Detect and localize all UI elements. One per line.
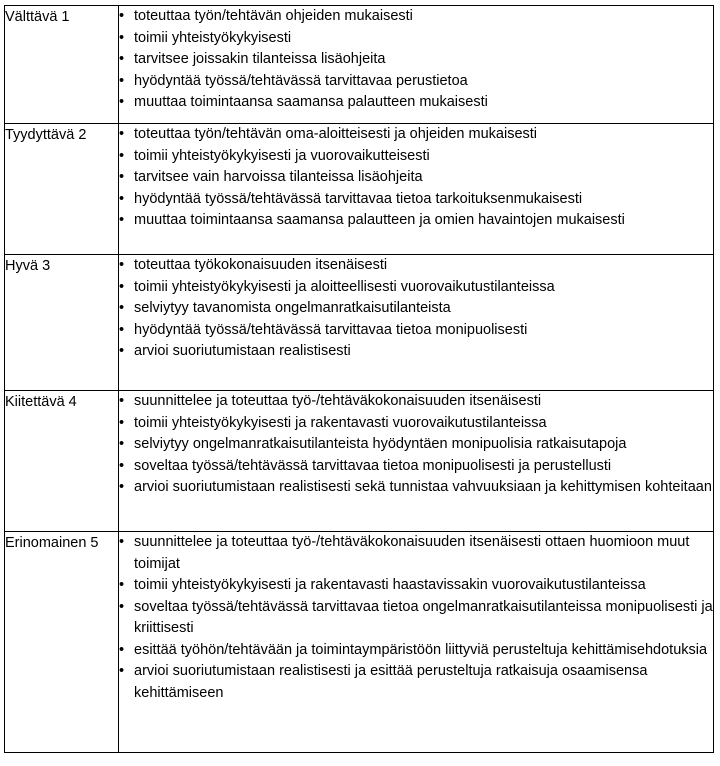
grade-label: Tyydyttävä 2 <box>5 124 119 255</box>
criteria-item: • tarvitsee vain harvoissa tilanteissa lisäohjeita <box>119 167 713 189</box>
criteria-item: • toimii yhteistyökykyisesti ja vuorovaikutteisesti <box>119 146 713 168</box>
grade-label: Erinomainen 5 <box>5 532 119 753</box>
criteria-list <box>119 532 713 704</box>
criteria-item: • suunnittelee ja toteuttaa työ-/tehtäväkokonaisuuden itsenäisesti <box>119 391 713 413</box>
criteria-item: • hyödyntää työssä/tehtävässä tarvittavaa tietoa monipuolisesti <box>119 320 713 342</box>
criteria-item: • toteuttaa työn/tehtävän oma-aloitteisesti ja ohjeiden mukaisesti <box>119 124 713 146</box>
grade-label: Välttävä 1 <box>5 6 119 124</box>
criteria-item: • muuttaa toimintaansa saamansa palautteen ja omien havaintojen mukaisesti <box>119 210 713 232</box>
criteria-list <box>119 6 713 114</box>
grade-row-3 <box>5 255 714 391</box>
grade-row-5 <box>5 532 714 753</box>
criteria-list <box>119 391 713 499</box>
criteria-cell <box>119 391 714 532</box>
criteria-cell <box>119 124 714 255</box>
criteria-cell <box>119 255 714 391</box>
criteria-item: • muuttaa toimintaansa saamansa palautteen mukaisesti <box>119 92 713 114</box>
criteria-item: • selviytyy ongelmanratkaisutilanteista hyödyntäen monipuolisia ratkaisutapoja <box>119 434 713 456</box>
grade-row-1 <box>5 6 714 124</box>
grade-row-2 <box>5 124 714 255</box>
criteria-item: • selviytyy tavanomista ongelmanratkaisutilanteista <box>119 298 713 320</box>
criteria-item: • tarvitsee joissakin tilanteissa lisäohjeita <box>119 49 713 71</box>
criteria-item: • arvioi suoriutumistaan realistisesti sekä tunnistaa vahvuuksiaan ja kehittymisen kohteitaan <box>119 477 713 499</box>
criteria-item: • arvioi suoriutumistaan realistisesti ja esittää perusteltuja ratkaisuja osaamisensa kehittämiseen <box>119 661 713 704</box>
criteria-item: • toimii yhteistyökykyisesti ja rakentavasti haastavissakin vuorovaikutustilanteissa <box>119 575 713 597</box>
criteria-item: • soveltaa työssä/tehtävässä tarvittavaa tietoa monipuolisesti ja perustellusti <box>119 456 713 478</box>
criteria-item: • toimii yhteistyökykyisesti ja rakentavasti vuorovaikutustilanteissa <box>119 413 713 435</box>
criteria-item: • hyödyntää työssä/tehtävässä tarvittavaa tietoa tarkoituksenmukaisesti <box>119 189 713 211</box>
criteria-item: • toimii yhteistyökykyisesti ja aloitteellisesti vuorovaikutustilanteissa <box>119 277 713 299</box>
criteria-list <box>119 255 713 363</box>
grade-row-4 <box>5 391 714 532</box>
criteria-cell <box>119 532 714 753</box>
criteria-item: • arvioi suoriutumistaan realistisesti <box>119 341 713 363</box>
grade-label: Kiitettävä 4 <box>5 391 119 532</box>
criteria-item: • esittää työhön/tehtävään ja toimintaympäristöön liittyviä perusteltuja kehittämisehdotuksia <box>119 640 713 662</box>
grading-criteria-table <box>4 5 714 753</box>
criteria-item: • toteuttaa työkokonaisuuden itsenäisesti <box>119 255 713 277</box>
criteria-item: • suunnittelee ja toteuttaa työ-/tehtäväkokonaisuuden itsenäisesti ottaen huomioon muut toimijat <box>119 532 713 575</box>
criteria-cell <box>119 6 714 124</box>
criteria-item: • hyödyntää työssä/tehtävässä tarvittavaa perustietoa <box>119 71 713 93</box>
grade-label: Hyvä 3 <box>5 255 119 391</box>
criteria-item: • soveltaa työssä/tehtävässä tarvittavaa tietoa ongelmanratkaisutilanteissa monipuolisesti ja kriittisesti <box>119 597 713 640</box>
criteria-item: • toimii yhteistyökykyisesti <box>119 28 713 50</box>
criteria-list <box>119 124 713 232</box>
criteria-item: • toteuttaa työn/tehtävän ohjeiden mukaisesti <box>119 6 713 28</box>
